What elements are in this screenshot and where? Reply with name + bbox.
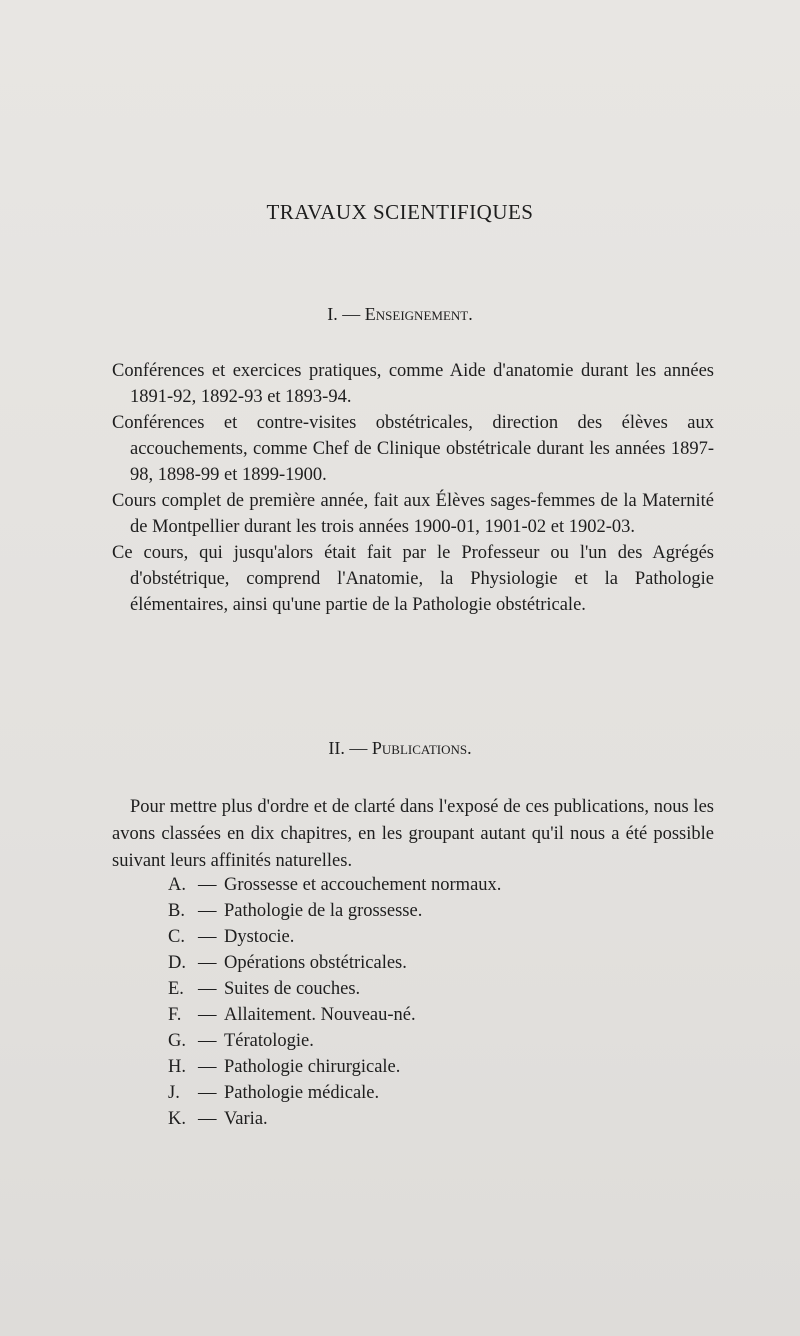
entry-paragraph: Conférences et contre-visites obstétricales, direction des élèves aux accouchements, comme Chef de Clinique obstétricale durant les années 1897-98, 1898-99 et 1899-1900. xyxy=(112,413,714,485)
chapter-dash: — xyxy=(198,1005,217,1025)
chapter-letter: A. xyxy=(168,875,186,895)
chapter-letter: F. xyxy=(168,1005,182,1025)
chapter-item xyxy=(168,1106,588,1132)
chapter-dash: — xyxy=(198,901,217,921)
chapter-letter: D. xyxy=(168,953,186,973)
chapter-label: Dystocie. xyxy=(224,927,295,947)
section-title: Publications. xyxy=(371,738,472,758)
chapter-item xyxy=(168,924,588,950)
chapter-dash: — xyxy=(198,927,217,947)
chapter-dash: — xyxy=(198,1109,217,1129)
section-number: II. — xyxy=(328,738,372,758)
publications-intro: Pour mettre plus d'ordre et de clarté dans l'exposé de ces publications, nous les avons classées en dix chapitres, en les groupant autant qu'il nous a été possible suivant leurs affinités naturelles. xyxy=(112,797,714,871)
chapter-list xyxy=(168,872,588,1132)
chapter-item xyxy=(168,976,588,1002)
section-number: I. — xyxy=(327,304,365,324)
section-title: Enseignement. xyxy=(364,304,473,324)
chapter-dash: — xyxy=(198,1057,217,1077)
chapter-dash: — xyxy=(198,875,217,895)
chapter-letter: C. xyxy=(168,927,185,947)
chapter-letter: G. xyxy=(168,1031,186,1051)
chapter-letter: K. xyxy=(168,1109,186,1129)
chapter-item xyxy=(168,872,588,898)
enseignement-entries xyxy=(112,358,714,618)
chapter-dash: — xyxy=(198,1083,217,1103)
chapter-item xyxy=(168,898,588,924)
chapter-label: Suites de couches. xyxy=(224,979,361,999)
chapter-letter: H. xyxy=(168,1057,186,1077)
chapter-dash: — xyxy=(198,1031,217,1051)
chapter-letter: B. xyxy=(168,901,185,921)
entry-paragraph: Cours complet de première année, fait aux Élèves sages-femmes de la Maternité de Montpellier durant les trois années 1900-01, 1901-02 et 1902-03. xyxy=(112,491,714,537)
chapter-letter: J. xyxy=(168,1083,180,1103)
chapter-item xyxy=(168,1028,588,1054)
chapter-label: Pathologie de la grossesse. xyxy=(224,901,423,921)
page-title: TRAVAUX SCIENTIFIQUES xyxy=(266,200,534,224)
section-heading-enseignement xyxy=(0,304,800,325)
chapter-label: Pathologie médicale. xyxy=(224,1083,380,1103)
chapter-label: Grossesse et accouchement normaux. xyxy=(224,875,502,895)
chapter-label: Opérations obstétricales. xyxy=(224,953,407,973)
chapter-label: Varia. xyxy=(224,1109,268,1129)
chapter-item xyxy=(168,950,588,976)
chapter-item xyxy=(168,1054,588,1080)
section-heading-publications xyxy=(0,738,800,759)
chapter-item xyxy=(168,1080,588,1106)
entry-paragraph: Ce cours, qui jusqu'alors était fait par le Professeur ou l'un des Agrégés d'obstétrique, comprend l'Anatomie, la Physiologie et la Pathologie élémentaires, ainsi qu'une partie de la Pathologie obstétricale. xyxy=(112,543,714,615)
entry-paragraph: Conférences et exercices pratiques, comme Aide d'anatomie durant les années 1891-92, 1892-93 et 1893-94. xyxy=(112,361,714,407)
chapter-dash: — xyxy=(198,953,217,973)
chapter-label: Pathologie chirurgicale. xyxy=(224,1057,401,1077)
chapter-item xyxy=(168,1002,588,1028)
chapter-label: Tératologie. xyxy=(224,1031,314,1051)
chapter-label: Allaitement. Nouveau-né. xyxy=(224,1005,416,1025)
chapter-letter: E. xyxy=(168,979,184,999)
chapter-dash: — xyxy=(198,979,217,999)
